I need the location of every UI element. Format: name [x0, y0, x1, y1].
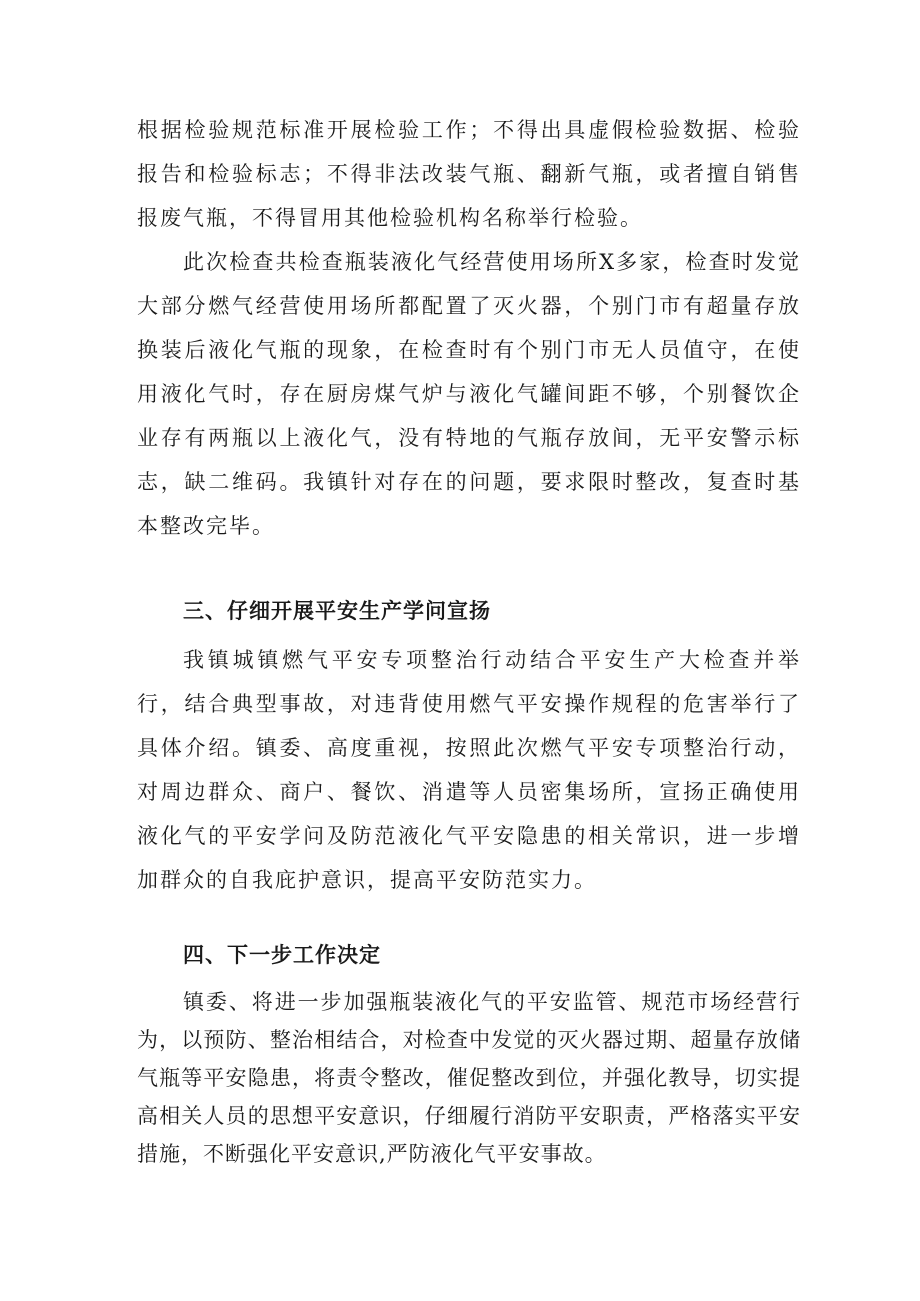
paragraph-inspection-rules: 根据检验规范标准开展检验工作；不得出具虚假检验数据、检验报告和检验标志；不得非法改装气瓶、翻新气瓶，或者擅自销售报废气瓶，不得冒用其他检验机构名称举行检验。: [137, 118, 801, 230]
paragraph-inspection-results: 此次检查共检查瓶装液化气经营使用场所X多家，检查时发觉大部分燃气经营使用场所都配置了灭火器，个别门市有超量存放换装后液化气瓶的现象，在检查时有个别门市无人员值守，在使用液化气时，存在厨房煤气炉与液化气罐间距不够，个别餐饮企业存有两瓶以上液化气，没有特地的气瓶存放间，无平安警示标志，缺二维码。我镇针对存在的问题，要求限时整改，复查时基本整改完毕。: [137, 250, 801, 538]
heading-section-three: 三、仔细开展平安生产学问宣扬: [183, 599, 491, 623]
heading-section-four: 四、下一步工作决定: [183, 943, 381, 967]
paragraph-safety-publicity: 我镇城镇燃气平安专项整治行动结合平安生产大检查并举行，结合典型事故，对违背使用燃气平安操作规程的危害举行了具体介绍。镇委、高度重视，按照此次燃气平安专项整治行动，对周边群众、商户、餐饮、消遣等人员密集场所，宣扬正确使用液化气的平安学问及防范液化气平安隐患的相关常识，进一步增加群众的自我庇护意识，提高平安防范实力。: [137, 648, 801, 892]
paragraph-next-steps: 镇委、将进一步加强瓶装液化气的平安监管、规范市场经营行为，以预防、整治相结合，对检查中发觉的灭火器过期、超量存放储气瓶等平安隐患，将责令整改，催促整改到位，并强化教导，切实提高相关人员的思想平安意识，仔细履行消防平安职责，严格落实平安措施，不断强化平安意识,严防液化气平安事故。: [137, 990, 801, 1166]
